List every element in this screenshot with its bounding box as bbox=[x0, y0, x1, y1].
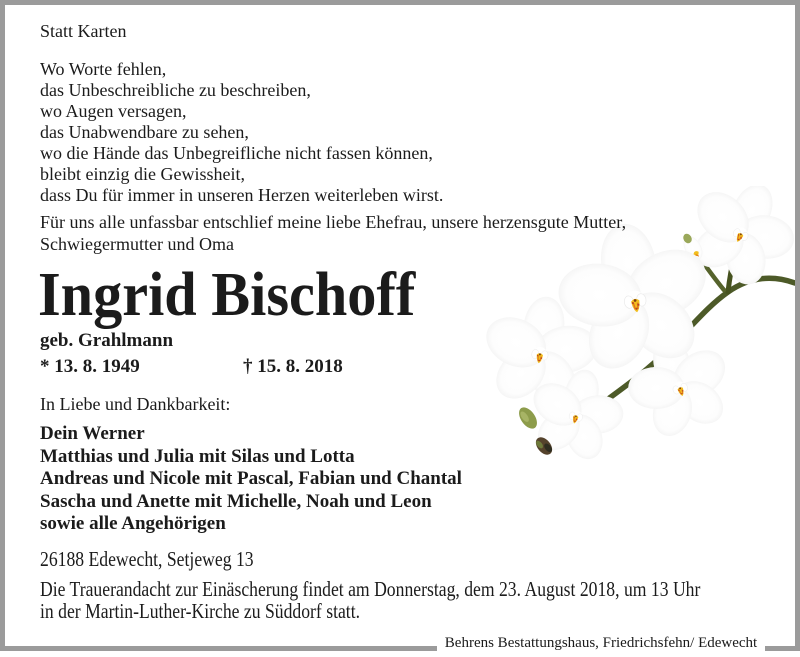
poem-line: dass Du für immer in unseren Herzen weiterleben wirst. bbox=[40, 185, 444, 205]
address-text: 26188 Edewecht, Setjeweg 13 bbox=[40, 547, 254, 571]
poem-line: wo die Hände das Unbegreifliche nicht fassen können, bbox=[40, 143, 433, 163]
family-line: sowie alle Angehörigen bbox=[40, 513, 226, 534]
deceased-name-text: Ingrid Bischoff bbox=[38, 261, 416, 329]
mourning-family-list bbox=[40, 423, 462, 536]
service-announcement bbox=[40, 578, 800, 623]
death-date: † 15. 8. 2018 bbox=[243, 356, 343, 377]
poem-line: das Unabwendbare zu sehen, bbox=[40, 122, 249, 142]
family-line: Andreas und Nicole mit Pascal, Fabian und Chantal bbox=[40, 468, 462, 489]
announcement-intro bbox=[40, 211, 626, 255]
service-line: in der Martin-Luther-Kirche zu Süddorf statt. bbox=[40, 599, 361, 624]
family-line: Dein Werner bbox=[40, 423, 145, 444]
intro-line: Für uns alle unfassbar entschlief meine liebe Ehefrau, unsere herzensgute Mutter, bbox=[40, 212, 627, 232]
statt-karten-label bbox=[40, 21, 126, 42]
intro-line: Schwiegermutter und Oma bbox=[40, 234, 234, 254]
family-line: Matthias und Julia mit Silas und Lotta bbox=[40, 445, 355, 467]
funeral-home-name: Behrens Bestattungshaus, Friedrichsfehn/ Edewecht bbox=[444, 634, 758, 651]
memorial-poem bbox=[40, 59, 443, 206]
service-line: Die Trauerandacht zur Einäscherung findet am Donnerstag, dem 23. August 2018, um 13 Uhr bbox=[40, 577, 701, 601]
statt-karten-text: Statt Karten bbox=[40, 21, 127, 41]
poem-line: Wo Worte fehlen, bbox=[40, 59, 167, 79]
funeral-home-caption-area bbox=[437, 632, 765, 654]
address-line bbox=[40, 548, 294, 570]
poem-line: bleibt einzig die Gewissheit, bbox=[40, 164, 245, 184]
closing-phrase: In Liebe und Dankbarkeit: bbox=[40, 394, 231, 414]
poem-line: wo Augen versagen, bbox=[40, 101, 187, 121]
poem-line: das Unbeschreibliche zu beschreiben, bbox=[40, 80, 311, 100]
deceased-name bbox=[38, 261, 439, 329]
birth-date: * 13. 8. 1949 bbox=[40, 356, 140, 377]
family-line: Sascha und Anette mit Michelle, Noah und Leon bbox=[40, 490, 432, 512]
maiden-name: geb. Grahlmann bbox=[40, 330, 174, 351]
